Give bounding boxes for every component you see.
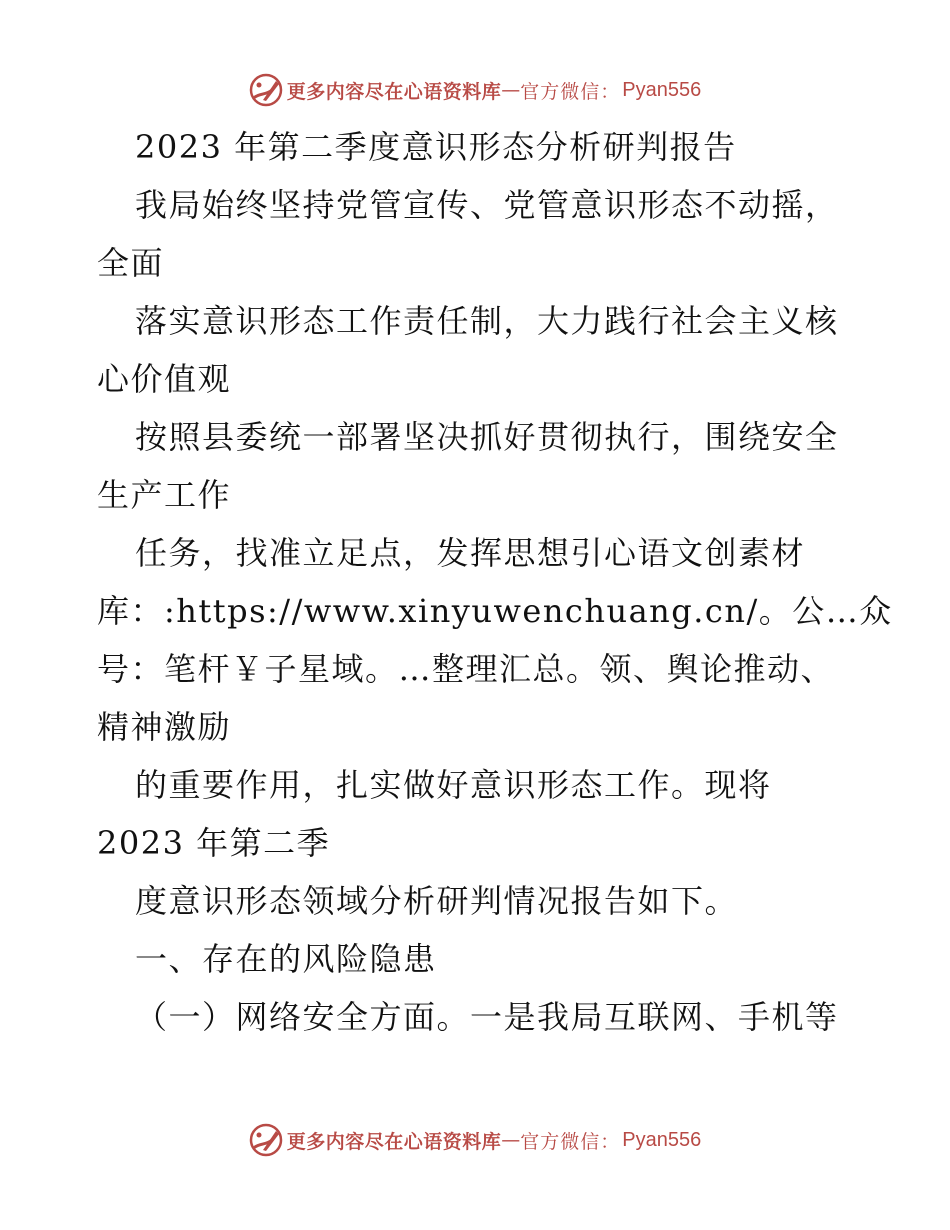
- watermark-wechat-label: 官方微信：: [520, 80, 621, 103]
- text-line: 落实意识形态工作责任制，大力践行社会主义核: [135, 302, 839, 340]
- watermark-wechat-id: Pyan556: [622, 1128, 702, 1151]
- text-line: 度意识形态领域分析研判情况报告如下。: [135, 882, 739, 920]
- text-line: 我局始终坚持党管宣传、党管意识形态不动摇，: [135, 186, 839, 224]
- watermark-wechat-label: 官方微信：: [520, 1130, 621, 1153]
- text-line-url: 库：:https://www.xinyuwenchuang.cn/。公…众: [97, 592, 893, 630]
- text-line: 2023 年第二季: [97, 824, 331, 862]
- header-watermark: [0, 70, 950, 110]
- watermark-dash: —: [501, 1129, 521, 1151]
- watermark-site-name: 更多内容尽在心语资料库: [286, 80, 502, 103]
- text-line: 任务，找准立足点，发挥思想引心语文创素材: [135, 534, 806, 572]
- footer-watermark: [0, 1120, 950, 1160]
- watermark-site-name: 更多内容尽在心语资料库: [286, 1130, 502, 1153]
- text-line: 号：笔杆￥子星域。…整理汇总。领、舆论推动、: [97, 650, 835, 688]
- text-line: 的重要作用，扎实做好意识形态工作。现将: [135, 766, 772, 804]
- subsection-heading: （一）网络安全方面。一是我局互联网、手机等: [135, 998, 839, 1036]
- document-title: 2023 年第二季度意识形态分析研判报告: [135, 128, 737, 166]
- watermark-wechat-id: Pyan556: [622, 78, 702, 101]
- text-line: 全面: [97, 244, 165, 282]
- text-line: 生产工作: [97, 476, 232, 514]
- watermark-dash: —: [501, 79, 521, 101]
- pen-logo-icon: [249, 73, 283, 107]
- pen-logo-icon: [249, 1123, 283, 1157]
- text-line: 心价值观: [97, 360, 232, 398]
- document-body: [97, 118, 893, 1046]
- section-heading: 一、存在的风险隐患: [135, 940, 437, 978]
- text-line: 按照县委统一部署坚决抓好贯彻执行，围绕安全: [135, 418, 839, 456]
- text-line: 精神激励: [97, 708, 232, 746]
